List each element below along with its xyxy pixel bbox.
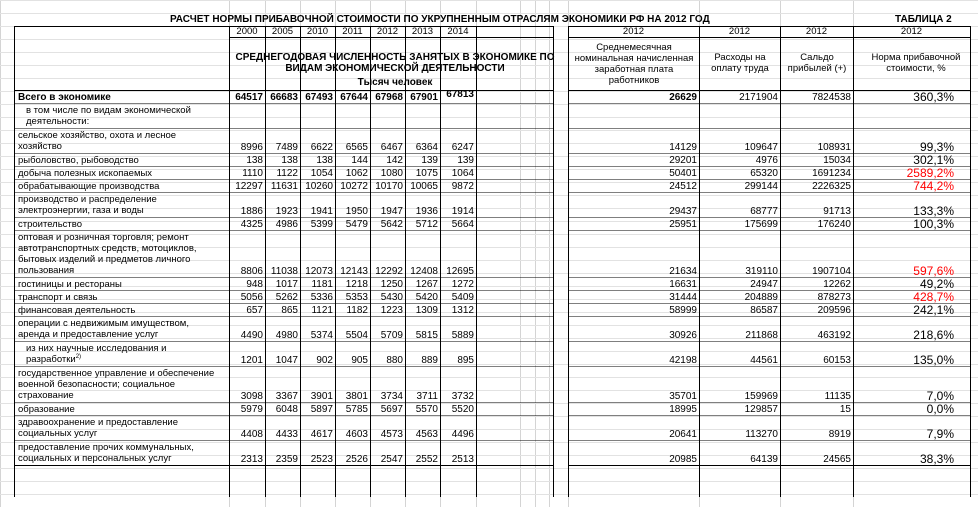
row-label	[16, 130, 229, 154]
employment-value: 1201	[240, 355, 263, 366]
row-label-line: бытовых изделий и предметов личного	[18, 254, 191, 265]
employment-value: 66683	[270, 92, 298, 103]
employment-value: 905	[351, 355, 368, 366]
employment-value: 3732	[451, 391, 474, 402]
profit-value: 1907104	[812, 266, 851, 277]
table-label: ТАБЛИЦА 2	[895, 14, 952, 25]
employment-value: 1080	[380, 168, 403, 179]
profit-value: 176240	[817, 219, 851, 230]
year-header: 2013	[411, 27, 434, 37]
profit-value: 15	[839, 404, 851, 415]
labour-cost-value: 44561	[750, 355, 778, 366]
profit-value: 7824538	[812, 92, 851, 103]
employment-value: 3901	[310, 391, 333, 402]
row-label-line: операции с недвижимым имуществом,	[18, 318, 189, 329]
wage-value: 16631	[669, 279, 697, 290]
row-label	[16, 442, 229, 466]
year-header: 2012	[376, 27, 399, 37]
labour-cost-value: 2171904	[739, 92, 778, 103]
employment-value: 1017	[275, 279, 298, 290]
year-header: 2012	[805, 27, 828, 37]
employment-value: 67813	[446, 89, 474, 100]
employment-value: 10272	[340, 181, 368, 192]
employment-value: 10065	[410, 181, 438, 192]
employment-value: 5570	[415, 404, 438, 415]
employment-value: 12143	[340, 266, 368, 277]
employment-value: 5815	[415, 330, 438, 341]
wage-value: 42198	[669, 355, 697, 366]
row-label-line: из них научные исследования и	[26, 343, 167, 354]
row-label-line: автотранспортных средств, мотоциклов,	[18, 243, 197, 254]
employment-value: 9872	[451, 181, 474, 192]
row-label-line: строительство	[18, 219, 83, 230]
wage-value: 14129	[669, 142, 697, 153]
employment-value: 3801	[345, 391, 368, 402]
employment-value: 5336	[310, 292, 333, 303]
profit-value: 878273	[817, 292, 851, 303]
employment-value: 6048	[275, 404, 298, 415]
employment-value: 5409	[451, 292, 474, 303]
employment-value: 1886	[240, 206, 263, 217]
employment-value: 5504	[345, 330, 368, 341]
employment-value: 5664	[451, 219, 474, 230]
employment-value: 142	[386, 155, 403, 166]
employment-value: 5897	[310, 404, 333, 415]
profit-header: Сальдо прибылей (+)	[787, 52, 847, 74]
employment-value: 1047	[275, 355, 298, 366]
wage-value: 50401	[669, 168, 697, 179]
employment-value: 5353	[345, 292, 368, 303]
employment-value: 4563	[415, 429, 438, 440]
employment-value: 6467	[380, 142, 403, 153]
employment-value: 865	[281, 305, 298, 316]
surplus-rate-value: 100,3%	[913, 218, 954, 231]
row-label	[16, 155, 229, 167]
employment-value: 1272	[451, 279, 474, 290]
employment-value: 67493	[305, 92, 333, 103]
row-label	[16, 318, 229, 342]
profit-value: 463192	[817, 330, 851, 341]
row-label-line: оптовая и розничная торговля; ремонт	[18, 232, 189, 243]
employment-value: 4496	[451, 429, 474, 440]
wage-value: 35701	[669, 391, 697, 402]
labour-cost-value: 109647	[744, 142, 778, 153]
labour-cost-value: 299144	[744, 181, 778, 192]
employment-value: 1923	[275, 206, 298, 217]
employment-value: 138	[246, 155, 263, 166]
profit-value: 60153	[823, 355, 851, 366]
employment-value: 1075	[415, 168, 438, 179]
profit-value: 15034	[823, 155, 851, 166]
row-label	[16, 368, 229, 403]
employment-value: 1218	[345, 279, 368, 290]
row-label-line: обрабатывающие производства	[18, 181, 160, 192]
employment-value: 1941	[310, 206, 333, 217]
employment-value: 5785	[345, 404, 368, 415]
year-header: 2012	[900, 27, 923, 37]
table-title: РАСЧЕТ НОРМЫ ПРИБАВОЧНОЙ СТОИМОСТИ ПО УКРУПНЕННЫМ ОТРАСЛЯМ ЭКОНОМИКИ РФ НА 2012 ГОД	[170, 14, 710, 25]
row-label	[16, 232, 229, 278]
row-label-line: здравоохранение и предоставление	[18, 417, 179, 428]
employment-value: 948	[246, 279, 263, 290]
employment-value: 11631	[270, 181, 298, 192]
row-label-line: страхование	[18, 390, 74, 401]
row-label-line: государственное управление и обеспечение	[18, 368, 215, 379]
row-label-line: сельское хозяйство, охота и лесное	[18, 130, 177, 141]
wage-value: 20641	[669, 429, 697, 440]
employment-value: 5262	[275, 292, 298, 303]
employment-value: 6247	[451, 142, 474, 153]
row-label-line: производство и распределение	[18, 194, 157, 205]
employment-value: 1110	[242, 168, 263, 179]
wage-value: 31444	[669, 292, 697, 303]
employment-value: 5712	[415, 219, 438, 230]
employment-value: 4573	[380, 429, 403, 440]
employment-value: 3711	[416, 391, 438, 402]
row-label-line: финансовая деятельность	[18, 305, 136, 316]
row-label	[16, 219, 229, 231]
employment-value: 902	[316, 355, 333, 366]
labour-cost-value: 68777	[750, 206, 778, 217]
profit-value: 11135	[824, 391, 851, 402]
row-label	[24, 105, 229, 129]
employment-value: 10170	[375, 181, 403, 192]
employment-value: 4986	[275, 219, 298, 230]
row-label	[16, 194, 229, 218]
employment-value: 880	[386, 355, 403, 366]
employment-value: 6565	[345, 142, 368, 153]
row-label	[24, 343, 229, 367]
surplus-rate-value: 133,3%	[913, 205, 954, 218]
wage-value: 21634	[669, 266, 697, 277]
row-label-line: социальных услуг	[18, 428, 98, 439]
labour-cost-value: 113270	[745, 429, 778, 440]
row-label-line: разработки$^{2)}$	[26, 353, 82, 365]
employment-value: 1250	[380, 279, 403, 290]
row-label-line: Всего в экономике	[18, 92, 111, 103]
year-header: 2012	[622, 27, 645, 37]
row-label-line: образование	[18, 404, 75, 415]
employment-value: 67968	[375, 92, 403, 103]
employment-value: 5520	[451, 404, 474, 415]
employment-value: 2313	[240, 454, 263, 465]
unit-label: Тысяч человек	[357, 77, 433, 88]
row-label	[16, 404, 229, 416]
employment-value: 1121	[311, 305, 333, 316]
year-header: 2014	[447, 27, 469, 37]
employment-value: 1267	[415, 279, 438, 290]
employment-value: 5709	[380, 330, 403, 341]
surplus-rate-value: 7,9%	[926, 428, 954, 441]
employment-value: 4325	[240, 219, 263, 230]
employment-value: 1947	[380, 206, 403, 217]
year-header: 2012	[728, 27, 751, 37]
employment-value: 5642	[380, 219, 403, 230]
employment-value: 64517	[235, 92, 263, 103]
row-label	[16, 279, 229, 291]
row-label-line: рыболовство, рыбоводство	[18, 155, 139, 166]
row-label-line: добыча полезных ископаемых	[18, 168, 153, 179]
surplus-rate-value: 49,2%	[919, 278, 954, 291]
employment-value: 1312	[451, 305, 474, 316]
row-label	[16, 168, 229, 180]
labour-cost-value: 4976	[755, 155, 778, 166]
profit-value: 108931	[817, 142, 851, 153]
employment-value: 67901	[410, 92, 438, 103]
surplus-rate-value: 597,6%	[913, 265, 954, 278]
employment-value: 1122	[276, 168, 298, 179]
surplus-rate-value: 218,6%	[913, 329, 954, 342]
employment-value: 8996	[240, 142, 263, 153]
employment-value: 144	[351, 155, 368, 166]
row-label-line: хозяйство	[18, 141, 62, 152]
wage-value: 29437	[669, 206, 697, 217]
employment-value: 1182	[346, 305, 368, 316]
surplus-rate-value: 242,1%	[913, 304, 954, 317]
employment-value: 5889	[451, 330, 474, 341]
employment-value: 1914	[451, 206, 474, 217]
employment-value: 889	[421, 355, 438, 366]
row-label-line: аренда и предоставление услуг	[18, 329, 159, 340]
labour-cost-value: 24947	[750, 279, 778, 290]
employment-value: 2526	[345, 454, 368, 465]
year-header: 2000	[236, 27, 258, 37]
surplus-rate-value: 360,3%	[913, 91, 954, 104]
employment-value: 5056	[240, 292, 263, 303]
year-header: 2005	[271, 27, 294, 37]
labour-cost-value: 86587	[750, 305, 778, 316]
surplus-rate-value: 428,7%	[913, 291, 954, 304]
labour-cost-value: 175699	[744, 219, 778, 230]
profit-value: 209596	[817, 305, 851, 316]
employment-value: 4980	[275, 330, 298, 341]
employment-value: 4490	[240, 330, 263, 341]
employment-value: 1062	[345, 168, 368, 179]
year-header: 2011	[342, 27, 363, 37]
row-label-line: электроэнергии, газа и воды	[18, 205, 144, 216]
employment-value: 8806	[240, 266, 263, 277]
row-label	[16, 417, 229, 441]
row-label	[16, 92, 229, 104]
wage-value: 29201	[669, 155, 697, 166]
profit-value: 91713	[823, 206, 851, 217]
employment-value: 139	[457, 155, 474, 166]
employment-value: 3367	[275, 391, 298, 402]
employment-value: 4408	[240, 429, 263, 440]
employment-value: 1054	[310, 168, 333, 179]
employment-value: 2552	[415, 454, 438, 465]
surplus-rate-value: 302,1%	[913, 154, 954, 167]
surplus-rate-value: 135,0%	[913, 354, 954, 367]
employment-value: 1064	[451, 168, 474, 179]
footnote-marker: 2)	[75, 353, 82, 360]
row-label	[16, 292, 229, 304]
employment-value: 3734	[380, 391, 403, 402]
profit-value: 24565	[823, 454, 851, 465]
profit-value: 12262	[823, 279, 851, 290]
row-label-line: деятельности:	[26, 116, 90, 127]
wage-value: 30926	[669, 330, 697, 341]
surplus-rate-value: 38,3%	[919, 453, 954, 466]
row-label-line: военной безопасности; социальное	[18, 379, 176, 390]
employment-value: 4433	[275, 429, 298, 440]
employment-value: 12297	[235, 181, 263, 192]
employment-value: 67644	[340, 92, 368, 103]
row-label	[16, 181, 229, 193]
rate-header: Норма прибавочной стоимости, %	[871, 52, 961, 74]
employment-value: 5399	[310, 219, 333, 230]
employment-value: 5374	[310, 330, 333, 341]
wage-value: 24512	[669, 181, 697, 192]
employment-value: 5430	[380, 292, 403, 303]
profit-value: 1691234	[812, 168, 851, 179]
row-label-line: социальных и персональных услуг	[18, 453, 172, 464]
employment-value: 1936	[415, 206, 438, 217]
labour-cost-value: 129857	[744, 404, 778, 415]
profit-value: 8919	[828, 429, 851, 440]
labour-header: Расходы на оплату труда	[711, 52, 769, 74]
row-label-line: гостиницы и рестораны	[18, 279, 122, 290]
employment-value: 6622	[310, 142, 333, 153]
wage-value: 58999	[669, 305, 697, 316]
employment-value: 5420	[415, 292, 438, 303]
employment-value: 1950	[345, 206, 368, 217]
employment-value: 12408	[410, 266, 438, 277]
employment-value: 5979	[240, 404, 263, 415]
employment-value: 2513	[451, 454, 474, 465]
employment-value: 139	[421, 155, 438, 166]
employment-value: 657	[246, 305, 263, 316]
employment-value: 138	[316, 155, 333, 166]
employment-value: 1309	[415, 305, 438, 316]
employment-value: 12695	[446, 266, 474, 277]
row-label-line: в том числе по видам экономической	[26, 105, 191, 116]
employment-value: 4617	[310, 429, 333, 440]
wage-value: 18995	[669, 404, 697, 415]
labour-cost-value: 319110	[745, 266, 778, 277]
employment-value: 895	[457, 355, 474, 366]
employment-value: 1223	[380, 305, 403, 316]
employment-value: 2523	[310, 454, 333, 465]
labour-cost-value: 211868	[745, 330, 778, 341]
surplus-rate-value: 2589,2%	[906, 167, 954, 180]
surplus-rate-value: 0,0%	[926, 403, 954, 416]
labour-cost-value: 159969	[744, 391, 778, 402]
employment-value: 10260	[305, 181, 333, 192]
wage-header: Среднемесячная номинальная начисленная заработная плата работников	[574, 42, 694, 86]
year-header: 2010	[306, 27, 329, 37]
employment-value: 4603	[345, 429, 368, 440]
labour-cost-value: 204889	[744, 292, 778, 303]
employment-value: 11038	[270, 266, 298, 277]
wage-value: 25951	[669, 219, 697, 230]
row-label	[16, 305, 229, 317]
row-label-line: транспорт и связь	[18, 292, 98, 303]
employment-value: 12073	[305, 266, 333, 277]
wage-value: 26629	[669, 92, 697, 103]
employment-value: 12292	[375, 266, 403, 277]
employment-value: 1181	[311, 279, 333, 290]
labour-cost-value: 64139	[750, 454, 778, 465]
employment-value: 138	[281, 155, 298, 166]
surplus-rate-value: 7,0%	[926, 390, 954, 403]
surplus-rate-value: 99,3%	[919, 141, 954, 154]
employment-value: 2359	[275, 454, 298, 465]
profit-value: 2226325	[812, 181, 851, 192]
employment-value: 5479	[345, 219, 368, 230]
employment-value: 7489	[275, 142, 298, 153]
employment-value: 5697	[380, 404, 403, 415]
employment-value: 6364	[415, 142, 438, 153]
row-label-line: пользования	[18, 265, 75, 276]
row-label-line: предоставление прочих коммунальных,	[18, 442, 194, 453]
employment-header: СРЕДНЕГОДОВАЯ ЧИСЛЕННОСТЬ ЗАНЯТЫХ В ЭКОНОМИКЕ ПО ВИДАМ ЭКОНОМИЧЕСКОЙ ДЕЯТЕЛЬНОСТИ	[235, 52, 555, 74]
wage-value: 20985	[669, 454, 697, 465]
employment-value: 2547	[380, 454, 403, 465]
labour-cost-value: 65320	[750, 168, 778, 179]
surplus-rate-value: 744,2%	[913, 180, 954, 193]
employment-value: 3098	[240, 391, 263, 402]
